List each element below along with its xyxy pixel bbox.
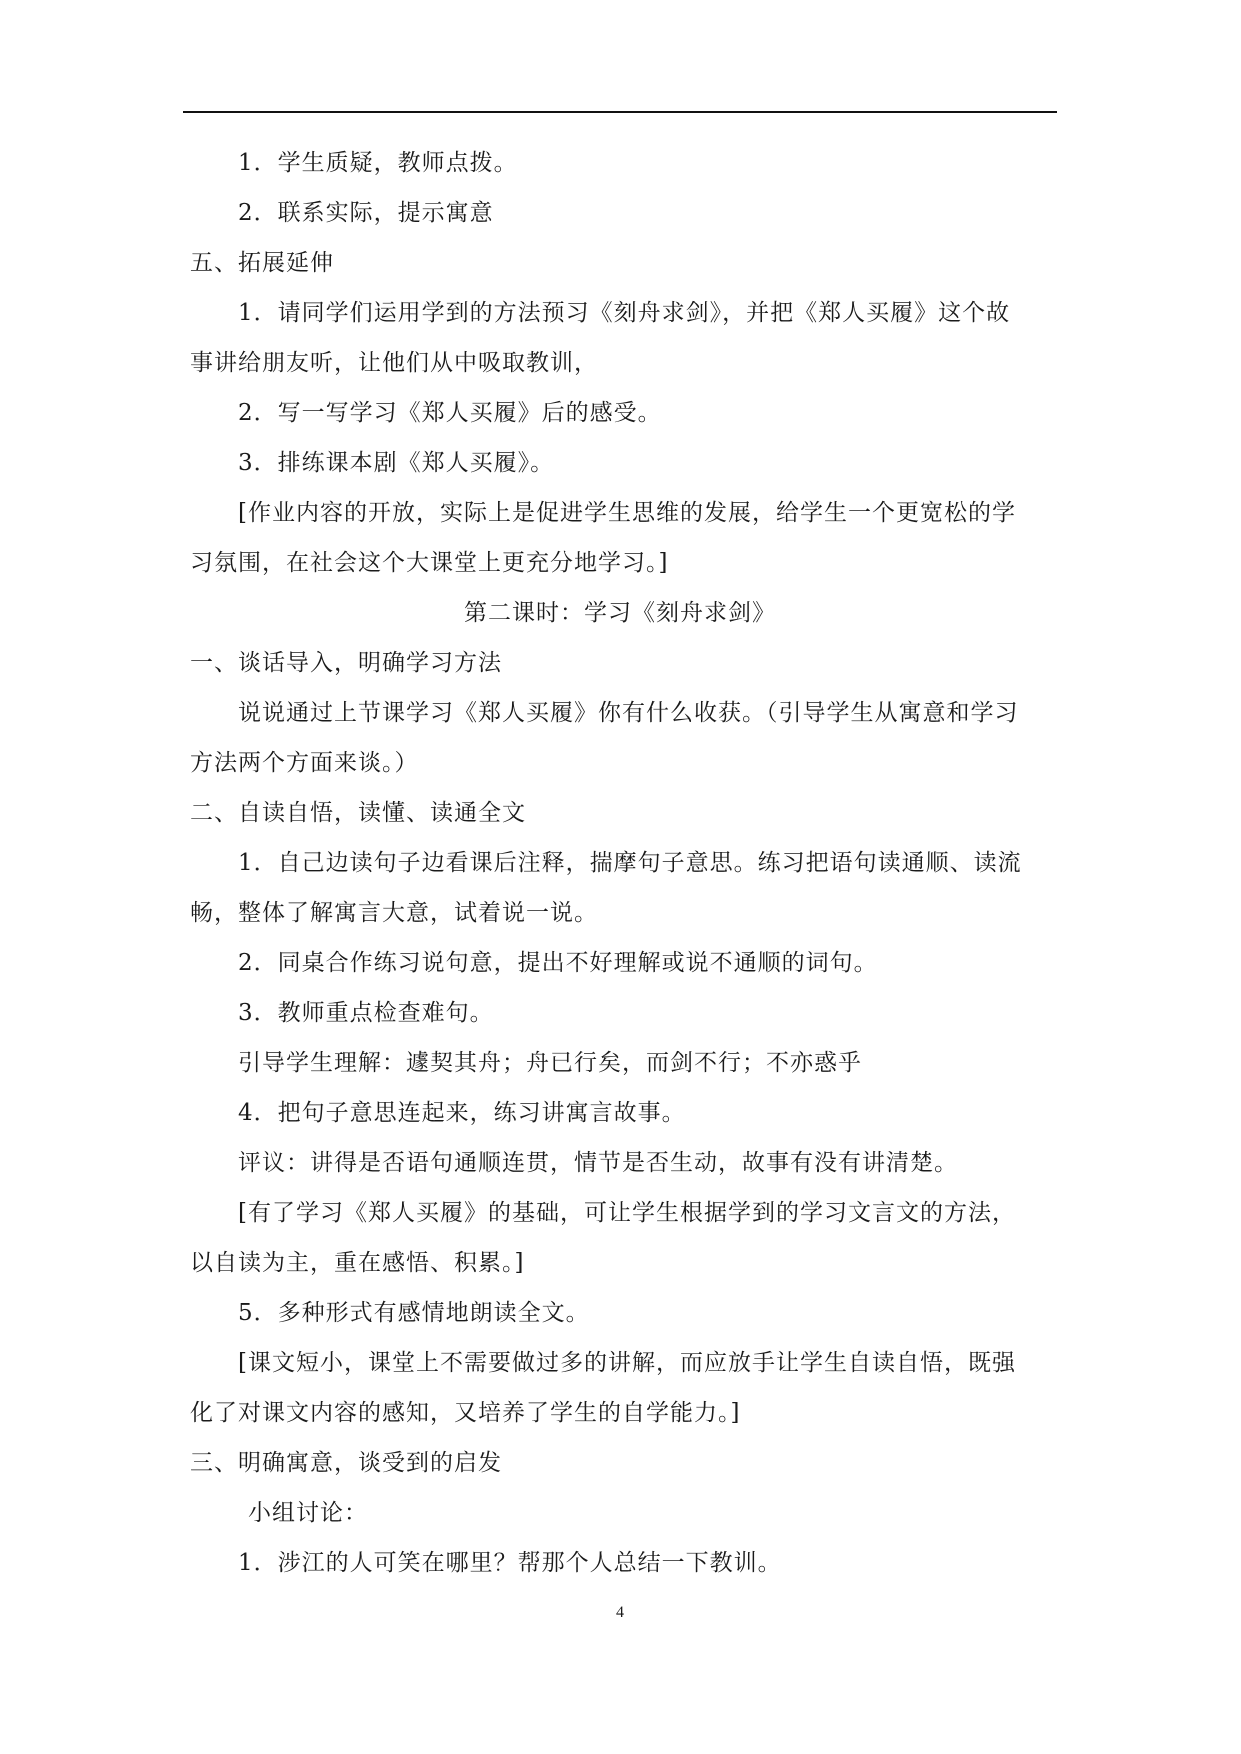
section-heading: 五、拓展延伸 [190,250,334,276]
page-number: 4 [616,1604,624,1621]
text-line: [有了学习《郑人买履》的基础，可让学生根据学到的学习文言文的方法， [238,1200,1016,1226]
text-line: [作业内容的开放，实际上是促进学生思维的发展，给学生一个更宽松的学 [238,500,1016,526]
text-line: 方法两个方面来谈。） [190,750,419,776]
text-line: 习氛围，在社会这个大课堂上更充分地学习。] [190,550,669,576]
text-line: 以自读为主，重在感悟、积累。] [190,1250,525,1276]
section-heading: 一、谈话导入，明确学习方法 [190,650,502,676]
text-line: 小组讨论： [248,1500,368,1526]
section-heading: 三、明确寓意，谈受到的启发 [190,1450,502,1476]
text-line: 2．联系实际，提示寓意 [238,200,494,226]
text-line: 1．学生质疑，教师点拨。 [238,150,518,176]
text-line: 1．请同学们运用学到的方法预习《刻舟求剑》，并把《郑人买履》这个故 [238,300,1011,326]
text-line: 1．自己边读句子边看课后注释，揣摩句子意思。练习把语句读通顺、读流 [238,850,1022,876]
text-line: 引导学生理解：遽契其舟；舟已行矣，而剑不行；不亦惑乎 [238,1050,862,1076]
text-line: 5．多种形式有感情地朗读全文。 [238,1300,590,1326]
section-heading: 二、自读自悟，读懂、读通全文 [190,800,526,826]
text-line: 1．涉江的人可笑在哪里？帮那个人总结一下教训。 [238,1550,782,1576]
text-line: 畅，整体了解寓言大意，试着说一说。 [190,900,598,926]
text-line: 4．把句子意思连起来，练习讲寓言故事。 [238,1100,686,1126]
text-line: 3．排练课本剧《郑人买履》。 [238,450,555,476]
text-line: 化了对课文内容的感知，又培养了学生的自学能力。] [190,1400,741,1426]
text-line: [课文短小，课堂上不需要做过多的讲解，而应放手让学生自读自悟，既强 [238,1350,1016,1376]
header-rule [183,111,1057,113]
text-line: 2．写一写学习《郑人买履》后的感受。 [238,400,662,426]
text-line: 3．教师重点检查难句。 [238,1000,494,1026]
lesson-title: 第二课时：学习《刻舟求剑》 [464,600,776,626]
text-line: 评议：讲得是否语句通顺连贯，情节是否生动，故事有没有讲清楚。 [238,1150,958,1176]
text-line: 2．同桌合作练习说句意，提出不好理解或说不通顺的词句。 [238,950,878,976]
text-line: 事讲给朋友听，让他们从中吸取教训， [190,350,598,376]
text-line: 说说通过上节课学习《郑人买履》你有什么收获。（引导学生从寓意和学习 [238,700,1019,726]
